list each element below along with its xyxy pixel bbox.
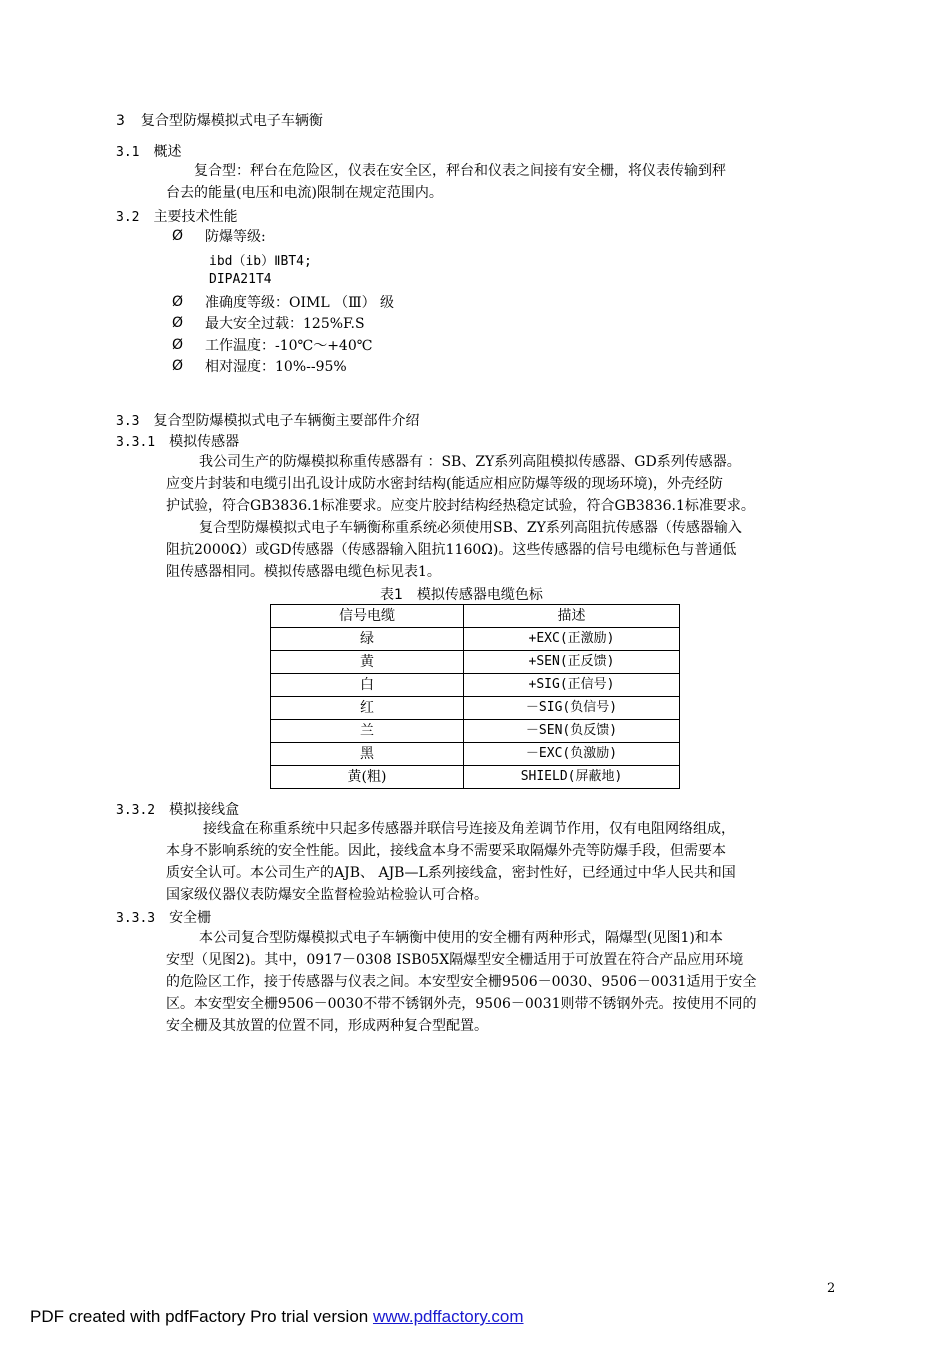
spec-temperature: 工作温度：-10℃～+40℃ [205, 338, 373, 354]
table-cell: +SEN(正反馈) [464, 651, 680, 674]
paragraph-line: 质安全认可。本公司生产的AJB、 AJB—L系列接线盒，密封性好，已经通过中华人民共和国 [166, 865, 736, 881]
table-row [271, 651, 680, 674]
paragraph-line: 我公司生产的防爆模拟称重传感器有 ：SB、ZY系列高阻模拟传感器、GD系列传感器。 [199, 454, 741, 470]
section-3-title: 复合型防爆模拟式电子车辆衡 [140, 113, 323, 129]
section-3-heading [116, 110, 323, 130]
table-1-caption: 表1 模拟传感器电缆色标 [380, 587, 543, 603]
bullet-icon: Ø [172, 337, 184, 353]
overview-line: 复合型：秤台在危险区，仪表在安全区，秤台和仪表之间接有安全栅，将仪表传输到秤 [194, 163, 726, 179]
section-3-3-3-number: 3.3.3 [116, 911, 156, 926]
table-cell: 红 [271, 697, 464, 720]
spec-explosion-line-1: ibd（ib）ⅡBT4; [209, 254, 312, 269]
section-3-3-2-title: 模拟接线盒 [169, 802, 240, 818]
section-3-2-number: 3.2 [116, 210, 140, 225]
table-cell: －SEN(负反馈) [464, 720, 680, 743]
paragraph-line: 阻抗2000Ω）或GD传感器（传感器输入阻抗1160Ω)。这些传感器的信号电缆标色与普通低 [166, 542, 737, 558]
table-row [271, 628, 680, 651]
bullet-icon: Ø [172, 358, 184, 374]
overview-paragraph [166, 160, 726, 204]
table-cell: 黑 [271, 743, 464, 766]
section-3-1-title: 概述 [153, 144, 182, 160]
table-row [271, 743, 680, 766]
table-cell: －SIG(负信号) [464, 697, 680, 720]
paragraph-line: 本身不影响系统的安全性能。因此，接线盒本身不需要采取隔爆外壳等防爆手段，但需要本 [166, 843, 726, 859]
cable-color-table [270, 604, 680, 789]
section-3-3-1-number: 3.3.1 [116, 435, 156, 450]
bullet-icon: Ø [172, 315, 184, 331]
paragraph-line: 接线盒在称重系统中只起多传感器并联信号连接及角差调节作用，仅有电阻网络组成， [203, 821, 735, 837]
footer-text: PDF created with pdfFactory Pro trial version [30, 1307, 373, 1326]
table-header-row [271, 605, 680, 628]
spec-explosion-line-2: DIPA21T4 [209, 272, 272, 287]
section-3-3-1-title: 模拟传感器 [169, 434, 240, 450]
paragraph-line: 应变片封装和电缆引出孔设计成防水密封结构(能适应相应防爆等级的现场环境)，外壳经防 [166, 476, 723, 492]
table-cell: +EXC(正激励) [464, 628, 680, 651]
section-3-3-title: 复合型防爆模拟式电子车辆衡主要部件介绍 [153, 413, 420, 429]
paragraph-line: 安型（见图2)。其中，0917－0308 ISB05X隔爆型安全栅适用于可放置在符合产品应用环境 [166, 952, 744, 968]
table-cell: 绿 [271, 628, 464, 651]
table-cell: 黄(粗) [271, 766, 464, 789]
table-cell: 白 [271, 674, 464, 697]
spec-accuracy: 准确度等级：OIML （Ⅲ） 级 [205, 295, 395, 311]
paragraph-line: 护试验，符合GB3836.1标准要求。应变片胶封结构经热稳定试验，符合GB3836.1标准要求。 [166, 498, 755, 514]
paragraph-line: 的危险区工作，接于传感器与仪表之间。本安型安全栅9506－0030、9506－0031适用于安全 [166, 974, 757, 990]
paragraph-line: 本公司复合型防爆模拟式电子车辆衡中使用的安全栅有两种形式，隔爆型(见图1)和本 [199, 930, 723, 946]
table-row [271, 697, 680, 720]
section-3-3-1-heading [116, 431, 239, 451]
paragraph-line: 区。本安型安全栅9506－0030不带不锈钢外壳，9506－0031则带不锈钢外壳。按使用不同的 [166, 996, 757, 1012]
load-cell-paragraph-1 [166, 451, 755, 517]
paragraph-line: 安全栅及其放置的位置不同，形成两种复合型配置。 [166, 1018, 488, 1034]
load-cell-paragraph-2 [166, 517, 742, 583]
section-3-3-number: 3.3 [116, 414, 140, 429]
footer-link[interactable]: www.pdffactory.com [372, 1307, 524, 1326]
bullet-icon: Ø [172, 294, 184, 310]
table-cell: 黄 [271, 651, 464, 674]
section-3-3-3-title: 安全栅 [169, 910, 212, 926]
section-3-2-heading [116, 206, 237, 226]
spec-humidity: 相对湿度：10%--95% [205, 359, 347, 375]
page-number: 2 [827, 1281, 836, 1296]
table-cell: 兰 [271, 720, 464, 743]
safety-barrier-paragraph [166, 927, 757, 1037]
bullet-icon: Ø [172, 228, 184, 244]
section-3-1-number: 3.1 [116, 145, 140, 160]
table-row [271, 766, 680, 789]
section-3-3-2-number: 3.3.2 [116, 803, 156, 818]
spec-overload: 最大安全过载：125%F.S [205, 316, 365, 332]
table-cell: +SIG(正信号) [464, 674, 680, 697]
paragraph-line: 复合型防爆模拟式电子车辆衡称重系统必须使用SB、ZY系列高阻抗传感器（传感器输入 [199, 520, 742, 536]
section-3-number: 3 [116, 113, 125, 129]
paragraph-line: 阻传感器相同。模拟传感器电缆色标见表1。 [166, 564, 441, 580]
section-3-3-3-heading [116, 907, 211, 927]
section-3-3-heading [116, 410, 419, 430]
table-cell: SHIELD(屏蔽地) [464, 766, 680, 789]
pdf-footer [30, 1307, 524, 1327]
section-3-2-title: 主要技术性能 [153, 209, 238, 225]
table-header-cell: 描述 [464, 605, 680, 628]
table-row [271, 674, 680, 697]
junction-box-paragraph [166, 818, 736, 906]
table-header-cell: 信号电缆 [271, 605, 464, 628]
table-cell: －EXC(负激励) [464, 743, 680, 766]
spec-explosion-label: 防爆等级: [205, 229, 266, 245]
table-row [271, 720, 680, 743]
section-3-3-2-heading [116, 799, 239, 819]
paragraph-line: 国家级仪器仪表防爆安全监督检验站检验认可合格。 [166, 887, 488, 903]
overview-line: 台去的能量(电压和电流)限制在规定范围内。 [166, 185, 443, 201]
section-3-1-heading [116, 141, 181, 161]
